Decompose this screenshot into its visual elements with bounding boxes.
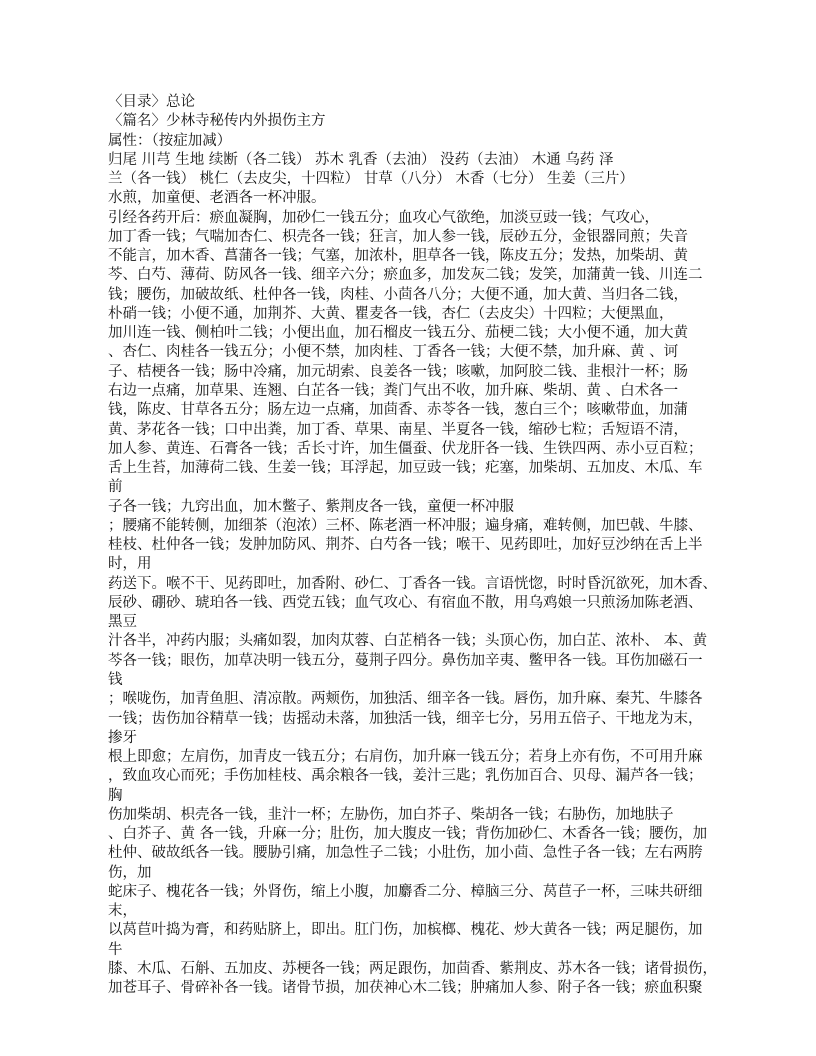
text-line: 黄、茅花各一钱；口中出粪，加丁香、草果、南星、半夏各一钱，缩砂七粒；舌短语不清， bbox=[108, 421, 688, 438]
text-line: 、杏仁、肉桂各一钱五分；小便不禁，加肉桂、丁香各一钱；大便不禁，加升麻、黄 、诃 bbox=[108, 344, 679, 361]
text-line: 黑豆 bbox=[108, 614, 137, 631]
text-line: 牛 bbox=[108, 941, 123, 958]
prescription-line: 归尾 川芎 生地 续断（各二钱） 苏木 乳香（去油） 没药（去油） 木通 乌药 泽 bbox=[108, 151, 614, 168]
text-line: 子各一钱；九窍出血，加木鳖子、紫荆皮各一钱，童便一杯冲服 bbox=[108, 498, 514, 515]
prescription-line: 兰（各一钱） 桃仁（去皮尖，十四粒） 甘草（八分） 木香（七分） 生姜（三片） bbox=[108, 171, 634, 188]
text-line: 右边一点痛，加草果、连翘、白芷各一钱；粪门气出不收，加升麻、柴胡、黄 、白术各一 bbox=[108, 382, 679, 399]
text-line: 前 bbox=[108, 479, 123, 496]
text-line: 引经各药开后：瘀血凝胸，加砂仁一钱五分；血攻心气欲绝，加淡豆豉一钱；气攻心， bbox=[108, 209, 659, 226]
text-line: 杜仲、破故纸各一钱。腰胁引痛，加急性子二钱；小肚伤，加小茴、急性子各一钱；左右两胯 bbox=[108, 845, 703, 862]
text-line: 钱，陈皮、甘草各五分；肠左边一点痛，加茴香、赤苓各一钱，葱白三个；咳嗽带血，加蒲 bbox=[108, 402, 688, 419]
attribute-line: 属性：（按症加减） bbox=[108, 132, 232, 149]
text-line: 芩各一钱；眼伤，加草决明一钱五分，蔓荆子四分。鼻伤加辛夷、鳖甲各一钱。耳伤加磁石一 bbox=[108, 652, 703, 669]
document-body bbox=[108, 93, 728, 998]
text-line: 膝、木瓜、石斛、五加皮、苏梗各一钱；两足跟伤，加茴香、紫荆皮、苏木各一钱；诸骨损伤， bbox=[108, 960, 717, 977]
text-line: 加川连一钱、侧柏叶二钱；小便出血，加石榴皮一钱五分、茄梗二钱；大小便不通，加大黄 bbox=[108, 325, 688, 342]
text-line: ；喉咙伤，加青鱼胆、清凉散。两颊伤，加独活、细辛各一钱。唇伤，加升麻、秦艽、牛膝各 bbox=[108, 691, 703, 708]
text-line: 汁各半，冲药内服；头痛如裂，加肉苁蓉、白芷梢各一钱；头顶心伤，加白芷、浓朴、 本、黄 bbox=[108, 633, 708, 650]
catalog-heading: 〈目录〉总论 bbox=[108, 94, 195, 110]
text-line: ，致血攻心而死；手伤加桂枝、禹余粮各一钱，姜汁三匙；乳伤加百合、贝母、漏芦各一钱； bbox=[108, 768, 703, 785]
text-line: 辰砂、硼砂、琥珀各一钱、西党五钱；血气攻心、有宿血不散，用乌鸡娘一只煎汤加陈老酒、 bbox=[108, 594, 703, 611]
text-line: 芩、白芍、薄荷、防风各一钱、细辛六分；瘀血多，加发灰二钱；发笑，加蒲黄一钱、川连二 bbox=[108, 267, 703, 284]
text-line: 加丁香一钱；气喘加杏仁、枳壳各一钱；狂言，加人参一钱，辰砂五分，金银器同煎；失音 bbox=[108, 228, 688, 245]
text-line: 药送下。喉不干、见药即吐，加香附、砂仁、丁香各一钱。言语恍惚，时时昏沉欲死，加木香、 bbox=[108, 575, 717, 592]
text-line: 一钱；齿伤加谷精草一钱；齿摇动未落，加独活一钱，细辛七分，另用五倍子、干地龙为末， bbox=[108, 710, 703, 727]
text-line: 朴硝一钱；小便不通，加荆芥、大黄、瞿麦各一钱，杏仁（去皮尖）十四粒；大便黑血， bbox=[108, 305, 674, 322]
text-line: 伤加柴胡、枳壳各一钱，韭汁一杯；左胁伤，加白芥子、柴胡各一钱；右胁伤，加地肤子 bbox=[108, 806, 674, 823]
chapter-title: 〈篇名〉少林寺秘传内外损伤主方 bbox=[108, 113, 326, 130]
text-line: 加人参、黄连、石膏各一钱；舌长寸许，加生僵蚕、伏龙肝各一钱、生铁四两、赤小豆百粒； bbox=[108, 440, 703, 457]
text-line: 胸 bbox=[108, 787, 123, 804]
text-line: 末， bbox=[108, 903, 137, 920]
text-line: 、白芥子、黄 各一钱，升麻一分；肚伤，加大腹皮一钱；背伤加砂仁、木香各一钱；腰伤，加 bbox=[108, 826, 708, 843]
text-line: ；腰痛不能转侧，加细茶（泡浓）三杯、陈老酒一杯冲服；遍身痛，难转侧，加巴戟、牛膝、 bbox=[108, 517, 703, 534]
text-line: 桂枝、杜仲各一钱；发肿加防风、荆芥、白芍各一钱；喉干、见药即吐，加好豆沙纳在舌上半 bbox=[108, 537, 703, 554]
text-line: 掺牙 bbox=[108, 729, 137, 746]
text-line: 根上即愈；左肩伤，加青皮一钱五分；右肩伤，加升麻一钱五分；若身上亦有伤，不可用升麻 bbox=[108, 749, 703, 766]
text-line: 钱；腰伤，加破故纸、杜仲各一钱，肉桂、小茴各八分；大便不通，加大黄、当归各二钱， bbox=[108, 286, 688, 303]
text-line: 伤，加 bbox=[108, 864, 152, 881]
text-line: 加苍耳子、骨碎补各一钱。诸骨节损，加茯神心木二钱；肿痛加人参、附子各一钱；瘀血积聚 bbox=[108, 980, 703, 997]
text-line: 不能言，加木香、菖蒲各一钱；气塞，加浓朴，胆草各一钱，陈皮五分；发热，加柴胡、黄 bbox=[108, 248, 688, 265]
text-line: 舌上生苔，加薄荷二钱、生姜一钱；耳浮起，加豆豉一钱；疕塞，加柴胡、五加皮、木瓜、车 bbox=[108, 460, 703, 477]
text-line: 以莴苣叶捣为膏，和药贴脐上，即出。肛门伤，加槟榔、槐花、炒大黄各一钱；两足腿伤，加 bbox=[108, 922, 703, 939]
preparation-line: 水煎，加童便、老酒各一杯冲服。 bbox=[108, 190, 326, 207]
text-line: 子、桔梗各一钱；肠中冷痛，加元胡索、良姜各一钱；咳嗽，加阿胶二钱、韭根汁一杯；肠 bbox=[108, 363, 688, 380]
text-line: 钱 bbox=[108, 671, 123, 688]
text-line: 时，用 bbox=[108, 556, 152, 573]
text-line: 蛇床子、槐花各一钱；外肾伤，缩上小腹，加麝香二分、樟脑三分、莴苣子一杯，三味共研细 bbox=[108, 883, 703, 900]
